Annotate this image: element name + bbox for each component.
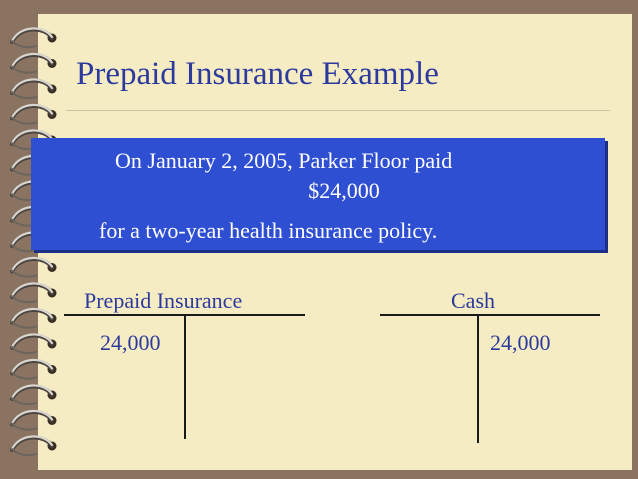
title-divider xyxy=(66,110,610,111)
binding-ring xyxy=(12,411,57,430)
binding-ring xyxy=(12,436,57,455)
binding-ring xyxy=(12,334,57,353)
callout-line-3: for a two-year health insurance policy. xyxy=(99,218,438,243)
t-account-vertical-rule-prepaid xyxy=(184,315,186,439)
callout-line-1: On January 2, 2005, Parker Floor paid xyxy=(115,148,453,173)
t-account-horizontal-rule-cash xyxy=(380,314,600,316)
binding-ring xyxy=(12,360,57,379)
binding-ring xyxy=(12,385,57,404)
slide-title: Prepaid Insurance Example xyxy=(76,56,439,92)
cash-credit-amount: 24,000 xyxy=(490,330,551,355)
callout-line-2: $24,000 xyxy=(308,178,380,203)
binding-ring xyxy=(12,54,57,73)
binding-ring xyxy=(12,28,57,47)
binding-ring xyxy=(12,79,57,98)
t-account-title-prepaid-insurance: Prepaid Insurance xyxy=(84,288,243,313)
t-account-title-cash: Cash xyxy=(451,288,495,313)
transaction-callout xyxy=(31,138,605,250)
binding-ring xyxy=(12,105,57,124)
t-account-vertical-rule-cash xyxy=(477,315,479,443)
prepaid-debit-amount: 24,000 xyxy=(100,330,161,355)
binding-ring xyxy=(12,309,57,328)
binding-ring xyxy=(12,283,57,302)
binding-ring xyxy=(12,258,57,277)
